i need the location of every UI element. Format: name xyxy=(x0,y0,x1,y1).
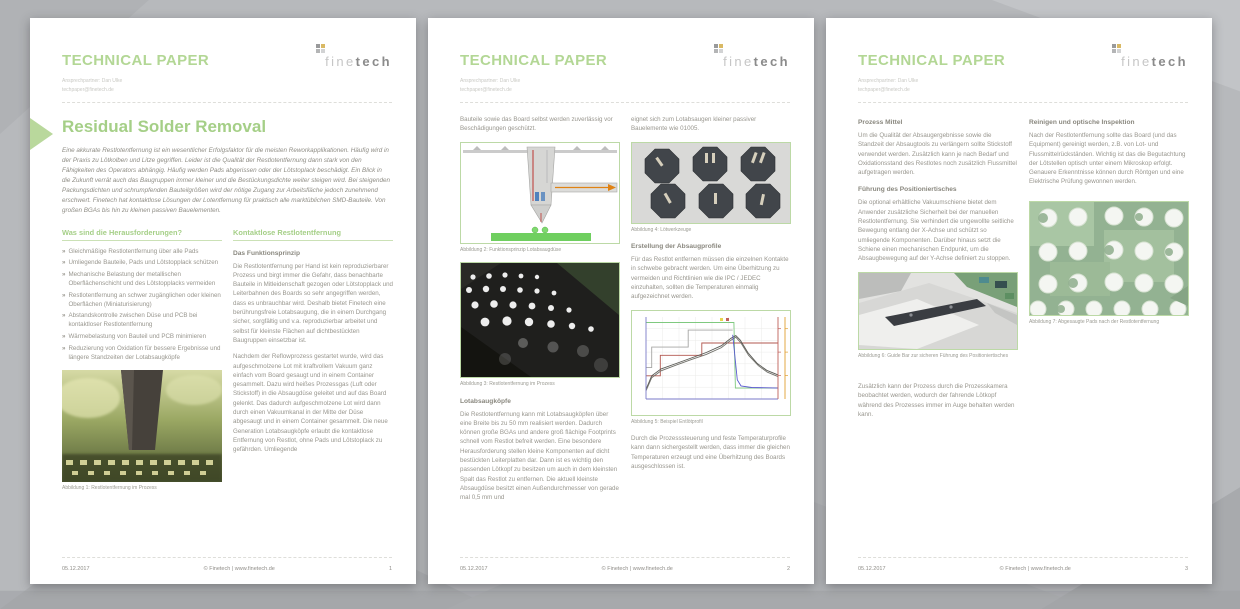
contact-person: Ansprechpartner: Dan Ulke xyxy=(62,78,123,84)
bullet-icon: » xyxy=(62,247,66,255)
entloetprofil-chart xyxy=(631,310,791,416)
header-divider xyxy=(460,102,790,103)
figure-caption: Abbildung 4: Lötwerkzeuge xyxy=(631,226,692,233)
page-footer xyxy=(460,557,790,572)
intro-paragraph: Eine akkurate Restlotentfernung ist ein wesentlicher Erfolgsfaktor für die meisten Reworkapplikationen. Häufig wird in der Praxis zu Lötkolben und Litze gegriffen. Leider ist die Qualität der Restlotentfernung dann stark von den Fähigkeiten des Operators abhängig. Häufig werden Pads abgerissen oder der Lötstoplack beschädigt. Ein Blick in die Zukunft verrät auch das Baugruppen immer kleiner und die Bestückungsdichte weiter steigen wird. Bei steigenden Packungsdichten und schrumpfenden Bauteilgrößen wird der nötige Zugang zur Arbeitsfläche jedoch zunehmend erschwert. Finetech hat kontaktlose Lösungen der Lotentfernung für praktisch alle marktüblichen SMD-Bauteile. Von großen BGAs bis hin zu kleinen passiven Bauelementen. xyxy=(62,147,390,214)
column-right xyxy=(631,115,791,510)
figure-caption: Abbildung 3: Restlotentfernung im Prozess xyxy=(460,381,555,388)
page-header xyxy=(460,52,790,69)
list-item: » Reduzierung von Oxidation für bessere Ergebnisse und längere Standzeiten der Lotabsaugköpfe xyxy=(62,344,221,361)
contact-person: Ansprechpartner: Dan Ulke xyxy=(858,78,919,84)
list-item: » Umliegende Bauteile, Pads und Lötstopplack schützen xyxy=(62,259,219,267)
subheading: Erstellung der Absaugprofile xyxy=(631,243,722,251)
page-number: 3 xyxy=(1184,566,1188,572)
paragraph: Durch die Prozesssteuerung und feste Temperaturprofile kann dann sichergestellt werden, dass immer die gleichen Temperaturen erzeugt und eine Überhitzung des Boards ausgeschlossen ist. xyxy=(631,435,790,470)
figure-caption: Abbildung 2: Funktionsprinzip Lotabsaugdüse xyxy=(460,246,562,253)
bullet-icon: » xyxy=(62,259,66,267)
contact-person: Ansprechpartner: Dan Ulke xyxy=(460,78,521,84)
list-item: » Abstandskontrolle zwischen Düse und PCB bei kontaktloser Restlotentfernung xyxy=(62,312,198,329)
bullet-icon: » xyxy=(62,332,66,340)
bullet-icon: » xyxy=(62,312,66,320)
challenges-list xyxy=(62,248,222,363)
document-page-3 xyxy=(826,18,1212,584)
bullet-icon: » xyxy=(62,344,66,352)
logo-text: finetech xyxy=(1121,54,1188,69)
figure-caption: Abbildung 1: Restlotentfernung im Prozess xyxy=(62,485,157,492)
subheading: Das Funktionsprinzip xyxy=(233,249,301,257)
page-footer xyxy=(858,557,1188,572)
footer-date: 05.12.2017 xyxy=(460,566,488,572)
figure-7 xyxy=(1029,201,1189,327)
logo-text: finetech xyxy=(723,54,790,69)
finetech-logo xyxy=(316,44,392,69)
figure-1 xyxy=(62,370,222,493)
bullet-icon: » xyxy=(62,291,66,299)
list-item: » Wärmebelastung von Bauteil und PCB minimieren xyxy=(62,332,207,340)
column-right xyxy=(233,228,393,493)
header-title: TECHNICAL PAPER xyxy=(460,52,608,69)
logo-text: finetech xyxy=(325,54,392,69)
footer-date: 05.12.2017 xyxy=(858,566,886,572)
bullet-icon: » xyxy=(62,271,66,279)
footer-date: 05.12.2017 xyxy=(62,566,90,572)
subheading: Prozess Mittel xyxy=(858,119,903,126)
footer-copyright: © Finetech | www.finetech.de xyxy=(999,566,1071,572)
column-right xyxy=(1029,115,1189,426)
footer-copyright: © Finetech | www.finetech.de xyxy=(203,566,275,572)
paragraph: Die optional erhältliche Vakuumschiene bietet dem Anwender zusätzliche Sicherheit bei der manuellen Restlotentfernung. Sie verhindert die ungewollte seitliche Bewegung entlang der X-Achse und schützt so umliegende Komponenten. Darüber hinaus setzt die Schiene einen mechanischen Endpunkt, um die Absaugbewegung auf der Y-Achse definiert zu stoppen. xyxy=(858,199,1014,263)
figure-2 xyxy=(460,142,620,255)
column-left xyxy=(858,115,1018,426)
page-header xyxy=(858,52,1188,69)
figure-caption: Abbildung 5: Beispiel Entlötprofil xyxy=(631,418,703,425)
figure-1-photo xyxy=(62,370,222,482)
paragraph: Für das Restlot entfernen müssen die einzelnen Kontakte in schwebe gebracht werden. Um eine Überhitzung zu vermeiden und Richtlinien wie die IPC / JEDEC einzuhalten, sollten die Temperaturen einmalig aufgezeichnet werden. xyxy=(631,256,789,301)
header-title: TECHNICAL PAPER xyxy=(62,52,210,69)
subheading: Reinigen und optische Inspektion xyxy=(1029,119,1135,126)
contact-email: techpaper@finetech.de xyxy=(858,87,910,93)
header-divider xyxy=(858,102,1188,103)
paragraph: Bauteile sowie das Board selbst werden zuverlässig vor Beschädigungen geschützt. xyxy=(460,116,613,133)
figure-6-photo xyxy=(858,272,1018,350)
paragraph: Um die Qualität der Absaugergebnisse sowie die Standzeit der Absaugtools zu verlängern sollte Stickstoff verwendet werden. Zusätzlich kann je nach Bedarf und Oxidationsstand des Restlotes noch zusätzlich Flussmittel aufgetragen werden. xyxy=(858,132,1017,177)
logo-squares-icon xyxy=(316,44,325,53)
page-number: 1 xyxy=(388,566,392,572)
contact-email: techpaper@finetech.de xyxy=(460,87,512,93)
logo-squares-icon xyxy=(1112,44,1121,53)
paragraph: Die Restlotentfernung kann mit Lotabsaugköpfen über eine Breite bis zu 50 mm realisiert werden. Dadurch können große BGAs und andere groß flächige Footprints schnell vom Restlot befreit werden. Eine besondere Herausforderung stellen kleine Komponenten auf dicht bestückten Leiterplatten dar. Dann ist es wichtig den passenden Lötkopf zu besitzen um auch in dem kleinsten Spalt das Restlot zu entfernen. Die aktuell kleinste Absaugdüse besitzt einen Außendurchmesser von gerade mal 0,5 mm und xyxy=(460,410,619,502)
figure-4-photo xyxy=(631,142,791,224)
section-heading: Was sind die Herausforderungen? xyxy=(62,228,222,241)
column-left xyxy=(460,115,620,510)
footer-copyright: © Finetech | www.finetech.de xyxy=(601,566,673,572)
contact-block xyxy=(460,77,790,95)
list-item: » Mechanische Belastung der metallischen Oberflächenschicht und des Lötstopplacks vermeiden xyxy=(62,271,216,287)
figure-2-diagram xyxy=(460,142,620,244)
page-footer xyxy=(62,557,392,572)
figure-3 xyxy=(460,262,620,389)
page-header xyxy=(62,52,392,69)
column-left xyxy=(62,228,222,493)
contact-block xyxy=(858,77,1188,95)
paragraph: Nachdem der Reflowprozess gestartet wurde, wird das aufgeschmolzene Lot mit kraftvollem Vakuum ganz einfach vom Board gesaugt und in einem Container gesammelt. Dazu wird heißes Prozessgas (Luft oder Stickstoff) in die Absaugdüse geleitet und auf das Board gelenkt. Das dadurch aufgeschmolzene Lot wird dann durch einen Vakuumkanal in der Mitte der Düse abgesaugt und in einem Container gesammelt. Die neue Generation Lotabsaugköpfe erlaubt die kontaktlose Entfernung von Restlot, ohne Pads und Lötstoplack zu gefährden. Umliegende xyxy=(233,353,388,454)
figure-6 xyxy=(858,272,1018,361)
figure-7-photo xyxy=(1029,201,1189,316)
list-item: » Restlotentfernung an schwer zugänglichen oder kleinen Oberflächen (Miniaturisierung) xyxy=(62,291,221,308)
paragraph: Die Restlotentfernung per Hand ist kein reproduzierbarer Prozess und birgt immer die Gefahr, dass benachbarte Bauteile in Mitleidenschaft gezogen oder Lötstopplack und Leiterbahnen des Boards so sehr angegriffen werden, dass es unbrauchbar wird. Deshalb bietet Finetech eine berührungsfreie Lotabsaugung, die in einem Durchgang sicher, sorgfältig und v.a. reproduzierbar arbeitet und selbst für kleinste Flächen auf dichtbestückten Baugruppen einsetzbar ist. xyxy=(233,262,393,344)
figure-caption: Abbildung 7: Abgesaugte Pads nach der Restlotentfernung xyxy=(1029,318,1160,325)
header-divider xyxy=(62,102,392,103)
subheading: Führung des Positioniertisches xyxy=(858,186,957,194)
figure-3-photo xyxy=(460,262,620,378)
header-title: TECHNICAL PAPER xyxy=(858,52,1006,69)
page-title: Residual Solder Removal xyxy=(62,117,267,136)
finetech-logo xyxy=(1112,44,1188,69)
paragraph: eignet sich zum Lotabsaugen kleiner passiver Bauelemente wie 01005. xyxy=(631,116,757,133)
section-heading: Kontaktlose Restlotentfernung xyxy=(233,228,393,241)
finetech-logo xyxy=(714,44,790,69)
list-item: » Gleichmäßige Restlotentfernung über alle Pads xyxy=(62,247,199,255)
paragraph: Zusätzlich kann der Prozess durch die Prozesskamera beobachtet werden, wodurch der fahrende Lötkopf während des Prozesses immer im Auge behalten werden kann. xyxy=(858,383,1015,418)
figure-caption: Abbildung 6: Guide Bar zur sicheren Führung des Positioniertisches xyxy=(858,352,1009,359)
figure-5 xyxy=(631,310,791,427)
document-page-2 xyxy=(428,18,814,584)
figure-4 xyxy=(631,142,791,235)
document-page-1 xyxy=(30,18,416,584)
paragraph: Nach der Restlotentfernung sollte das Board (und das Equipment) gereinigt werden, z.B. von Lot- und Flussmittelrückständen. Wichtig ist das die Begutachtung der Lötstellen optisch unter einem Mikroskop erfolgt. Genauere Erkenntnisse können durch Röntgen und eine Elektrische Prüfung gewonnen werden. xyxy=(1029,132,1186,186)
subheading: Lotabsaugköpfe xyxy=(460,397,511,405)
contact-email: techpaper@finetech.de xyxy=(62,87,114,93)
contact-block xyxy=(62,77,392,95)
page-number: 2 xyxy=(786,566,790,572)
logo-squares-icon xyxy=(714,44,723,53)
